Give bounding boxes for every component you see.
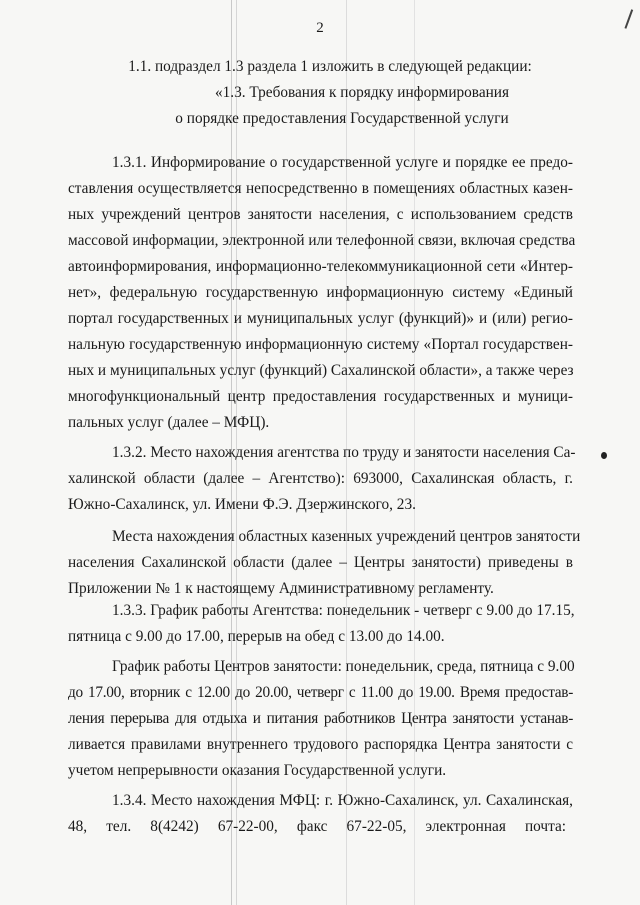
paragraph-line: пятница с 9.00 до 17.00, перерыв на обед с 13.00 до 14.00. (68, 628, 445, 645)
paragraph-line: Южно-Сахалинск, ул. Имени Ф.Э. Дзержинского, 23. (68, 496, 416, 513)
paragraph-line: нет», федеральную государственную информационную систему «Единый (68, 284, 573, 301)
paragraph-line: ставления осуществляется непосредственно в помещениях областных казен- (68, 180, 573, 197)
paragraph-line: 1.3.3. График работы Агентства: понедельник - четверг с 9.00 до 17.15, (112, 602, 575, 619)
paragraph-line: многофункциональный центр предоставления государственных и муници- (68, 388, 573, 405)
paragraph-line: ных и муниципальных услуг (функций) Сахалинской области», а также через (68, 362, 574, 379)
paragraph-line: нальную государственную информационную систему «Портал государствен- (68, 336, 573, 353)
amendment-line: 1.1. подраздел 1.3 раздела 1 изложить в следующей редакции: (128, 58, 532, 75)
paragraph-line: портал государственных и муниципальных услуг (функций)» и (или) регио- (68, 310, 573, 327)
paragraph-line: автоинформирования, информационно-телекоммуникационной сети «Интер- (68, 258, 573, 275)
paragraph-line: ных учреждений центров занятости населения, с использованием средств (68, 206, 573, 223)
paragraph-line: пальных услуг (далее – МФЦ). (68, 414, 270, 431)
paragraph-line: учетом непрерывности оказания Государственной услуги. (68, 762, 447, 779)
paragraph-line: 1.3.2. Место нахождения агентства по труду и занятости населения Са- (112, 444, 576, 461)
paragraph-line: халинской области (далее – Агентство): 693000, Сахалинская область, г. (68, 470, 573, 487)
paragraph-line: 1.3.1. Информирование о государственной услуге и порядке ее предо- (112, 154, 573, 171)
paragraph-line: Места нахождения областных казенных учреждений центров занятости (112, 528, 581, 545)
paragraph-line: массовой информации, электронной или телефонной связи, включая средства (68, 232, 576, 249)
section-subtitle: о порядке предоставления Государственной услуги (175, 110, 509, 127)
scan-artifact-dot (601, 452, 607, 459)
paragraph-line: 48, тел. 8(4242) 67-22-00, факс 67-22-05, электронная почта: (68, 818, 567, 835)
paragraph-line: 1.3.4. Место нахождения МФЦ: г. Южно-Сахалинск, ул. Сахалинская, (112, 792, 573, 809)
paragraph-line: ливается правилами внутреннего трудового распорядка Центра занятости с (68, 736, 573, 753)
page-number: 2 (316, 20, 324, 36)
section-title: «1.3. Требования к порядку информирования (214, 84, 510, 101)
paragraph-line: ления перерыва для отдыха и питания работников Центра занятости устанав- (68, 710, 573, 727)
paragraph-line: График работы Центров занятости: понедельник, среда, пятница с 9.00 (112, 658, 575, 675)
paragraph-line: до 17.00, вторник с 12.00 до 20.00, четверг с 11.00 до 19.00. Время предостав- (68, 684, 573, 701)
paragraph-line: Приложении № 1 к настоящему Административному регламенту. (68, 580, 494, 597)
paragraph-line: населения Сахалинской области (далее – Центры занятости) приведены в (68, 554, 573, 571)
